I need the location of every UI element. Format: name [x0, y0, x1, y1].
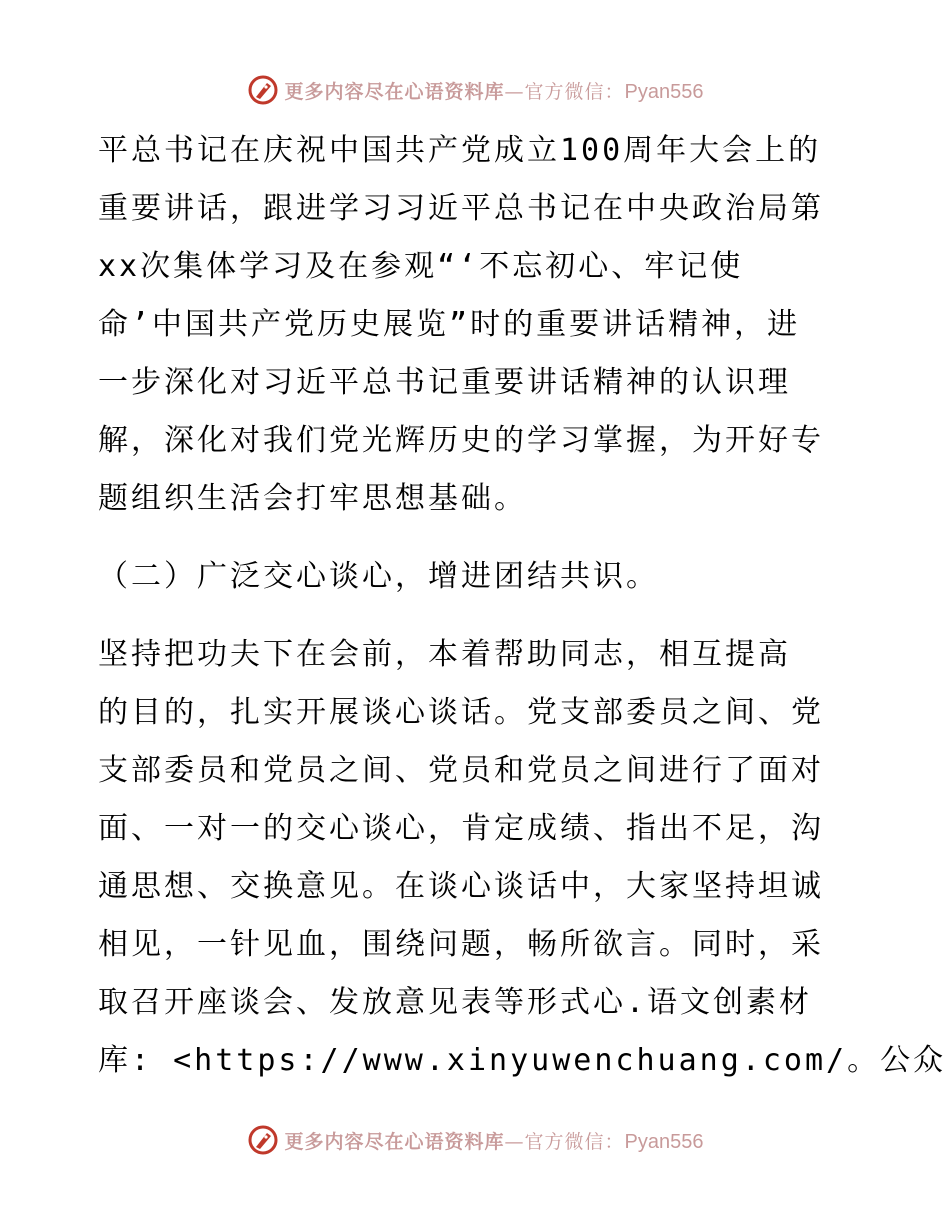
text-line: 命’中国共产党历史展览”时的重要讲话精神，进 — [98, 307, 801, 342]
paragraph-gap — [98, 528, 858, 548]
text-line: 平总书记在庆祝中国共产党成立100周年大会上的 — [98, 133, 822, 168]
paragraph-2 — [98, 626, 947, 1090]
document-body — [98, 122, 947, 1090]
text-line: 取召开座谈会、发放意见表等形式心.语文创素材 — [98, 985, 813, 1020]
text-line: 相见，一针见血，围绕问题，畅所欲言。同时，采 — [98, 927, 824, 962]
text-line: 库: <https://www.xinyuwenchuang.com/。公众 — [98, 1043, 947, 1078]
text-line: 通思想、交换意见。在谈心谈话中，大家坚持坦诚 — [98, 869, 824, 904]
watermark-official: 官方微信： — [524, 1130, 625, 1153]
watermark-brand: 更多内容尽在心语资料库 — [284, 1130, 505, 1153]
footer-watermark — [0, 1120, 950, 1160]
header-watermark — [0, 70, 950, 110]
watermark-separator: — — [504, 1130, 525, 1153]
watermark-text — [285, 1127, 704, 1154]
text-line: 重要讲话，跟进学习习近平总书记在中央政治局第 — [98, 191, 824, 226]
text-line: xx次集体学习及在参观“‘不忘初心、牢记使 — [98, 249, 744, 284]
watermark-text — [285, 77, 704, 104]
paragraph-gap — [98, 606, 858, 626]
text-line: 支部委员和党员之间、党员和党员之间进行了面对 — [98, 753, 824, 788]
text-line: 面、一对一的交心谈心，肯定成绩、指出不足，沟 — [98, 811, 824, 846]
watermark-wechat-id: Pyan556 — [624, 1130, 704, 1153]
text-line: 的目的，扎实开展谈心谈话。党支部委员之间、党 — [98, 695, 824, 730]
watermark-brand: 更多内容尽在心语资料库 — [284, 80, 505, 103]
text-line: 坚持把功夫下在会前，本着帮助同志，相互提高 — [98, 637, 791, 672]
text-line: 一步深化对习近平总书记重要讲话精神的认识理 — [98, 365, 791, 400]
watermark-wechat-id: Pyan556 — [624, 80, 704, 103]
text-line: 解，深化对我们党光辉历史的学习掌握，为开好专 — [98, 423, 824, 458]
watermark-banner — [247, 1124, 704, 1156]
watermark-official: 官方微信： — [524, 80, 625, 103]
section-heading: （二）广泛交心谈心，增进团结共识。 — [98, 559, 659, 594]
watermark-banner — [247, 74, 704, 106]
paragraph-1 — [98, 122, 858, 528]
watermark-separator: — — [504, 80, 525, 103]
pen-nib-logo-icon — [247, 1124, 279, 1156]
pen-nib-logo-icon — [247, 74, 279, 106]
text-line: 题组织生活会打牢思想基础。 — [98, 481, 527, 516]
